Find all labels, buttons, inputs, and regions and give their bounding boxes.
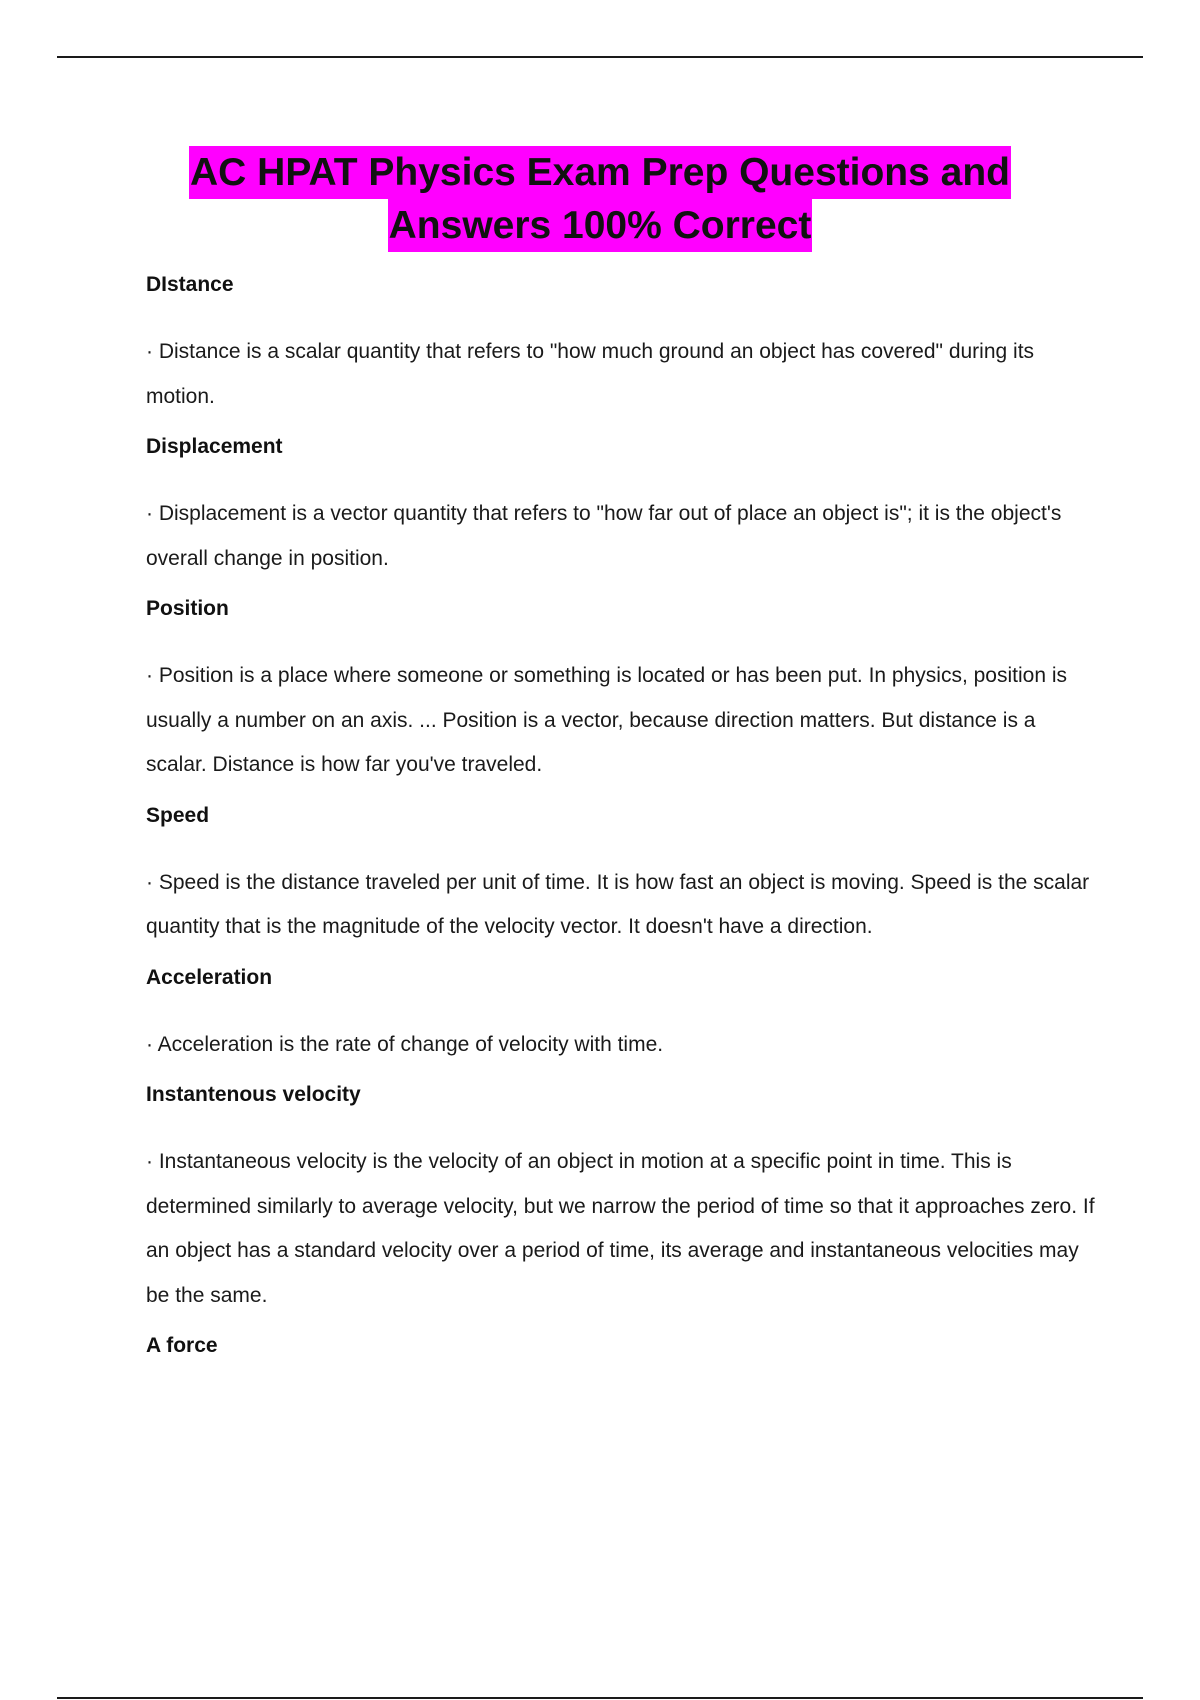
definition-instantaneous-velocity: · Instantaneous velocity is the velocity of an object in motion at a specific point in time. This is determined similarly to average velocity, but we narrow the period of time so that it approaches zero. If an object has a standard velocity over a period of time, its average and instantaneous velocities may be the same. (146, 1150, 1095, 1307)
footer-rule (57, 1697, 1143, 1699)
term-distance: DIstance (146, 273, 234, 296)
header-rule (57, 56, 1143, 58)
term-position: Position (146, 597, 229, 620)
definition-position: · Position is a place where someone or something is located or has been put. In physics, position is usually a number on an axis. ... Position is a vector, because direction matters. But distance is a scalar. Distance is how far you've traveled. (146, 664, 1067, 776)
term-speed: Speed (146, 803, 210, 827)
definition-acceleration: · Acceleration is the rate of change of velocity with time. (146, 1032, 664, 1056)
title-line-2: Answers 100% Correct (388, 199, 813, 252)
term-displacement: Displacement (146, 435, 283, 458)
term-acceleration: Acceleration (146, 965, 273, 989)
definition-displacement: · Displacement is a vector quantity that refers to "how far out of place an object is"; it is the object's overall change in position. (146, 502, 1062, 570)
term-a-force: A force (146, 1334, 218, 1357)
definition-speed: · Speed is the distance traveled per unit of time. It is how fast an object is moving. Speed is the scalar quantity that is the magnitude of the velocity vector. It doesn't have a direction. (146, 870, 1090, 938)
title-line-1: AC HPAT Physics Exam Prep Questions and (189, 146, 1011, 199)
document-title (0, 146, 1200, 252)
document-body (146, 270, 1096, 1391)
definition-distance: · Distance is a scalar quantity that refers to "how much ground an object has covered" during its motion. (146, 340, 1035, 408)
term-instantaneous-velocity: Instantenous velocity (146, 1083, 361, 1106)
